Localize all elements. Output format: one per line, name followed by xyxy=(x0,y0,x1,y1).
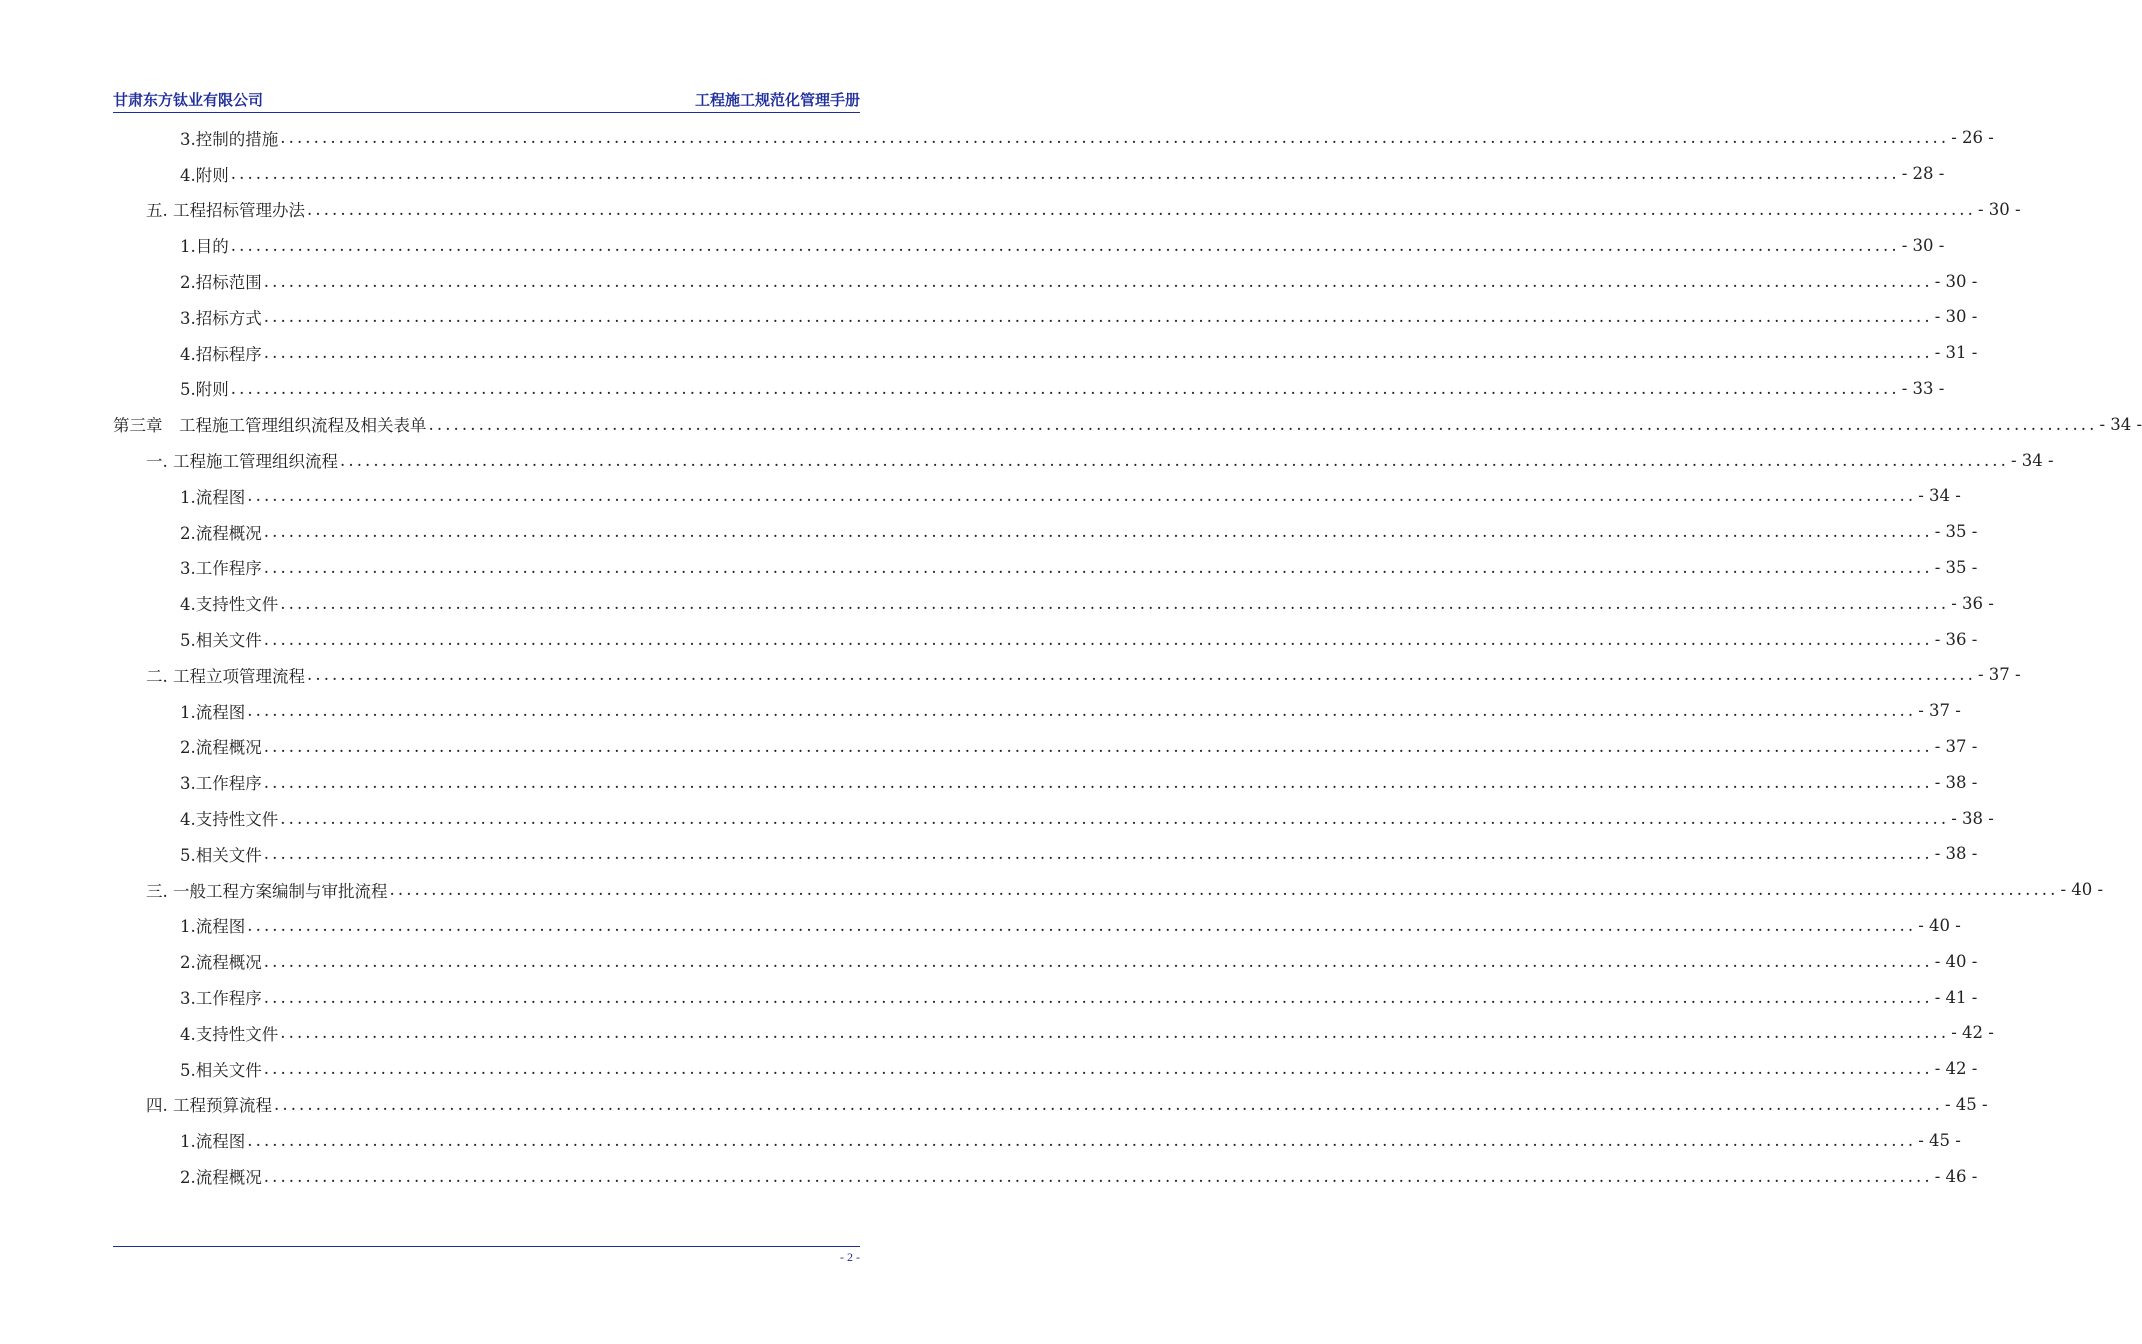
toc-entry-label: 一. 工程施工管理组织流程 xyxy=(146,452,338,472)
toc-entry-label: 三. 一般工程方案编制与审批流程 xyxy=(146,881,388,901)
toc-leader-dots: ........................................................................................................................................................................................................ xyxy=(263,987,1933,1007)
toc-leader-dots: ........................................................................................................................................................................................................ xyxy=(280,593,1950,613)
toc-entry-label: 3.工作程序 xyxy=(180,559,262,579)
toc-entry[interactable] xyxy=(113,800,1994,836)
toc-entry-page: - 33 - xyxy=(1901,378,1945,398)
toc-leader-dots: ........................................................................................................................................................................................................ xyxy=(263,772,1933,792)
toc-entry[interactable] xyxy=(113,371,1945,407)
toc-leader-dots: ........................................................................................................................................................................................................ xyxy=(230,235,1900,255)
toc-entry-page: - 42 - xyxy=(1951,1023,1994,1043)
toc-leader-dots: ........................................................................................................................................................................................................ xyxy=(280,128,1950,148)
toc-entry-page: - 35 - xyxy=(1934,522,1978,542)
toc-entry-page: - 30 - xyxy=(1934,271,1978,291)
toc-entry-page: - 40 - xyxy=(2060,880,2104,900)
toc-entry-page: - 41 - xyxy=(1934,987,1978,1007)
toc-leader-dots: ........................................................................................................................................................................................................ xyxy=(263,271,1933,291)
toc-entry[interactable] xyxy=(113,299,1978,335)
toc-leader-dots: ........................................................................................................................................................................................................ xyxy=(230,164,1900,184)
toc-entry-page: - 46 - xyxy=(1934,1166,1978,1186)
toc-leader-dots: ........................................................................................................................................................................................................ xyxy=(263,522,1933,542)
toc-entry-label: 1.流程图 xyxy=(180,1132,246,1152)
toc-entry[interactable] xyxy=(113,979,1978,1015)
toc-entry-page: - 31 - xyxy=(1934,343,1978,363)
toc-entry[interactable] xyxy=(113,335,1978,371)
document-title: 工程施工规范化管理手册 xyxy=(694,91,860,109)
toc-entry-page: - 28 - xyxy=(1901,164,1945,184)
toc-leader-dots: ........................................................................................................................................................................................................ xyxy=(428,414,2098,434)
toc-entry[interactable] xyxy=(113,1122,1961,1158)
toc-entry-page: - 37 - xyxy=(1934,736,1978,756)
toc-entry-page: - 34 - xyxy=(2010,450,2054,470)
toc-leader-dots: ........................................................................................................................................................................................................ xyxy=(247,1130,1917,1150)
toc-entry[interactable] xyxy=(113,693,1961,729)
toc-entry[interactable] xyxy=(113,192,2021,228)
toc-entry[interactable] xyxy=(113,621,1978,657)
toc-entry[interactable] xyxy=(113,478,1961,514)
toc-entry[interactable] xyxy=(113,263,1978,299)
toc-leader-dots: ........................................................................................................................................................................................................ xyxy=(263,629,1933,649)
toc-entry[interactable] xyxy=(113,550,1978,586)
toc-entry-page: - 30 - xyxy=(1901,235,1945,255)
toc-entry-page: - 38 - xyxy=(1951,808,1994,828)
toc-entry-label: 3.控制的措施 xyxy=(180,129,279,149)
toc-entry-page: - 38 - xyxy=(1934,844,1978,864)
toc-leader-dots: ........................................................................................................................................................................................................ xyxy=(274,1094,1943,1114)
toc-entry[interactable] xyxy=(113,442,2054,478)
toc-entry-label: 4.招标程序 xyxy=(180,344,262,364)
toc-entry-label: 2.流程概况 xyxy=(180,523,262,543)
toc-entry-label: 4.支持性文件 xyxy=(180,595,279,615)
toc-entry-page: - 42 - xyxy=(1934,1059,1978,1079)
toc-entry-page: - 30 - xyxy=(1934,307,1978,327)
toc-entry-page: - 30 - xyxy=(1977,199,2021,219)
toc-entry-label: 五. 工程招标管理办法 xyxy=(146,201,305,221)
toc-entry-page: - 38 - xyxy=(1934,772,1978,792)
toc-entry-label: 二. 工程立项管理流程 xyxy=(146,666,305,686)
toc-entry-page: - 34 - xyxy=(2099,414,2142,434)
toc-entry-label: 1.流程图 xyxy=(180,702,246,722)
toc-entry-label: 四. 工程预算流程 xyxy=(146,1096,272,1116)
toc-leader-dots: ........................................................................................................................................................................................................ xyxy=(247,915,1917,935)
toc-entry[interactable] xyxy=(113,872,2104,908)
toc-entry[interactable] xyxy=(113,156,1945,192)
toc-entry-page: - 35 - xyxy=(1934,557,1978,577)
toc-entry[interactable] xyxy=(113,836,1978,872)
toc-entry-label: 5.附则 xyxy=(180,380,229,400)
toc-entry-label: 2.流程概况 xyxy=(180,738,262,758)
toc-entry[interactable] xyxy=(113,120,1994,156)
toc-entry-label: 3.工作程序 xyxy=(180,989,262,1009)
toc-leader-dots: ........................................................................................................................................................................................................ xyxy=(263,844,1933,864)
toc-entry-label: 5.相关文件 xyxy=(180,1060,262,1080)
toc-entry-page: - 26 - xyxy=(1951,128,1994,148)
toc-leader-dots: ........................................................................................................................................................................................................ xyxy=(263,1166,1933,1186)
toc-leader-dots: ........................................................................................................................................................................................................ xyxy=(340,450,2009,470)
toc-leader-dots: ........................................................................................................................................................................................................ xyxy=(389,880,2059,900)
toc-entry-label: 2.招标范围 xyxy=(180,273,262,293)
toc-entry[interactable] xyxy=(113,585,1994,621)
toc-entry[interactable] xyxy=(113,1158,1978,1194)
toc-entry[interactable] xyxy=(113,514,1978,550)
toc-entry-label: 5.相关文件 xyxy=(180,631,262,651)
toc-entry[interactable] xyxy=(113,1051,1978,1087)
toc-entry-label: 2.流程概况 xyxy=(180,953,262,973)
toc-leader-dots: ........................................................................................................................................................................................................ xyxy=(280,808,1950,828)
toc-entry-label: 4.支持性文件 xyxy=(180,810,279,830)
toc-entry-label: 1.目的 xyxy=(180,237,229,257)
table-of-contents xyxy=(113,120,2142,1194)
toc-entry-page: - 45 - xyxy=(1944,1094,1988,1114)
toc-leader-dots: ........................................................................................................................................................................................................ xyxy=(307,665,1976,685)
toc-entry-label: 3.工作程序 xyxy=(180,774,262,794)
toc-entry-page: - 40 - xyxy=(1918,915,1961,935)
toc-leader-dots: ........................................................................................................................................................................................................ xyxy=(263,557,1933,577)
toc-entry-label: 3.招标方式 xyxy=(180,308,262,328)
toc-entry-label: 1.流程图 xyxy=(180,917,246,937)
toc-leader-dots: ........................................................................................................................................................................................................ xyxy=(280,1023,1950,1043)
toc-entry-label: 第三章 工程施工管理组织流程及相关表单 xyxy=(113,416,427,436)
toc-entry-label: 5.相关文件 xyxy=(180,845,262,865)
footer-divider xyxy=(113,1246,860,1247)
toc-entry-label: 4.附则 xyxy=(180,165,229,185)
toc-entry[interactable] xyxy=(113,729,1978,765)
toc-leader-dots: ........................................................................................................................................................................................................ xyxy=(263,1059,1933,1079)
toc-entry[interactable] xyxy=(113,227,1945,263)
toc-entry[interactable] xyxy=(113,406,2142,442)
page-number: - 2 - xyxy=(840,1250,860,1264)
page-header xyxy=(113,86,860,113)
toc-entry[interactable] xyxy=(113,943,1978,979)
toc-leader-dots: ........................................................................................................................................................................................................ xyxy=(247,486,1917,506)
toc-leader-dots: ........................................................................................................................................................................................................ xyxy=(263,307,1933,327)
toc-entry-label: 1.流程图 xyxy=(180,487,246,507)
toc-leader-dots: ........................................................................................................................................................................................................ xyxy=(263,736,1933,756)
toc-leader-dots: ........................................................................................................................................................................................................ xyxy=(263,951,1933,971)
toc-entry[interactable] xyxy=(113,908,1961,944)
company-name: 甘肃东方钛业有限公司 xyxy=(113,91,264,109)
toc-entry-label: 4.支持性文件 xyxy=(180,1024,279,1044)
toc-entry-page: - 37 - xyxy=(1918,701,1961,721)
toc-entry-page: - 45 - xyxy=(1918,1130,1961,1150)
toc-entry-label: 2.流程概况 xyxy=(180,1168,262,1187)
toc-entry[interactable] xyxy=(113,1015,1994,1051)
toc-leader-dots: ........................................................................................................................................................................................................ xyxy=(230,378,1900,398)
toc-entry-page: - 36 - xyxy=(1951,593,1994,613)
toc-entry-page: - 36 - xyxy=(1934,629,1978,649)
toc-entry[interactable] xyxy=(113,764,1978,800)
toc-leader-dots: ........................................................................................................................................................................................................ xyxy=(263,343,1933,363)
toc-entry[interactable] xyxy=(113,657,2021,693)
toc-entry-page: - 40 - xyxy=(1934,951,1978,971)
toc-entry[interactable] xyxy=(113,1087,1988,1123)
toc-leader-dots: ........................................................................................................................................................................................................ xyxy=(307,199,1976,219)
toc-leader-dots: ........................................................................................................................................................................................................ xyxy=(247,701,1917,721)
toc-entry-page: - 34 - xyxy=(1918,486,1961,506)
toc-entry-page: - 37 - xyxy=(1977,665,2021,685)
